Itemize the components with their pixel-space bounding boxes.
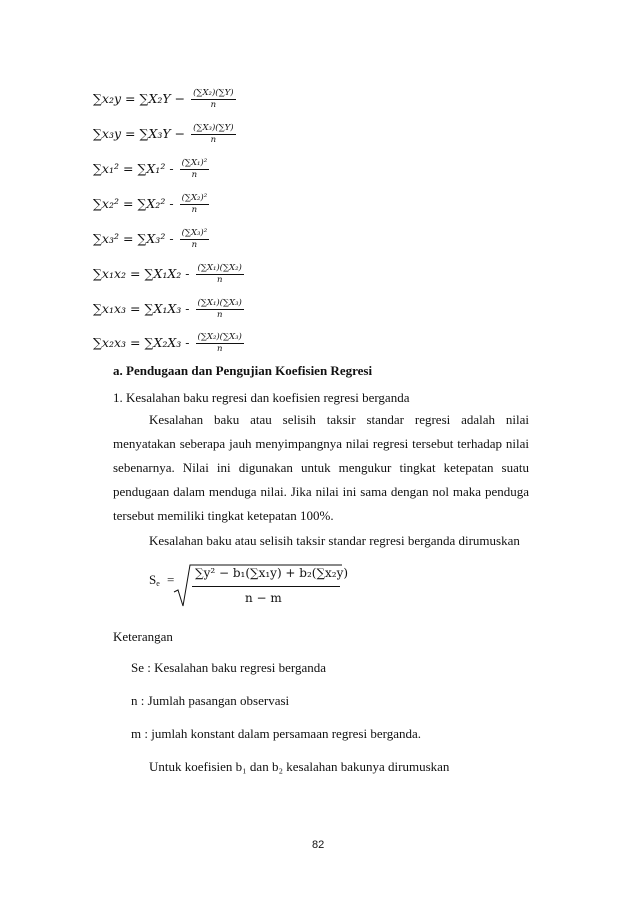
formula-operator: − (174, 91, 186, 106)
se-fraction-bar (192, 586, 340, 587)
paragraph-3: Untuk koefisien b₁ dan b₂ kesalahan bakunya dirumuskan (149, 759, 450, 774)
keterangan-title: Keterangan (113, 629, 173, 644)
formula-numerator: (∑X₂)(∑Y) (193, 88, 234, 98)
formula-operator: - (185, 266, 190, 281)
formula-rhs: ∑X₁² (137, 161, 166, 176)
formula-operator: - (169, 196, 174, 211)
formula-lhs: ∑x₁x₃ (93, 301, 127, 316)
formula-numerator: (∑X₂)² (181, 193, 208, 203)
page-number: 82 (312, 839, 325, 851)
se-equals: = (167, 572, 175, 587)
formula-equals: = (123, 161, 134, 176)
formula-numerator: (∑X₂)(∑X₃) (197, 332, 242, 342)
formula-equals: = (123, 231, 134, 246)
formula-denominator: n (191, 240, 198, 250)
formula-fraction (191, 88, 235, 111)
formula-rhs: ∑X₂X₃ (144, 335, 182, 350)
formula-denominator: n (216, 344, 223, 354)
formula-row (93, 263, 246, 286)
formula-rhs: ∑X₁X₂ (144, 266, 182, 281)
se-subscript: e (156, 579, 160, 588)
keterangan-item-n: n : Jumlah pasangan observasi (131, 693, 290, 708)
formula-numerator: (∑X₁)(∑X₃) (197, 298, 242, 308)
formula-denominator: n (191, 170, 198, 180)
section-heading: a. Pendugaan dan Pengujian Koefisien Regresi (113, 363, 373, 378)
formula-lhs: ∑x₁x₂ (93, 266, 127, 281)
formula-rhs: ∑X₁X₃ (144, 301, 182, 316)
formula-operator: - (185, 301, 190, 316)
formula-equals: = (130, 266, 141, 281)
formula-equals: = (125, 126, 136, 141)
se-symbol: S (149, 572, 157, 587)
formula-denominator: n (216, 310, 223, 320)
formula-rhs: ∑X₂Y (139, 91, 171, 106)
paragraph-1: Kesalahan baku atau selisih taksir standar regresi adalah nilai menyatakan seberapa jauh menyimpangnya nilai regresi tersebut terhadap nilai sebenarnya. Nilai ini digunakan untuk mengukur tingkat ketepatan suatu pendugaan dalam menduga nilai. Jika nilai ini sama dengan nol maka penduga tersebut memiliki tingkat ketepatan 100%. (113, 412, 529, 523)
se-numerator: ∑y² − b₁(∑x₁y) + b₂(∑x₂y) (195, 566, 349, 580)
formula-row (93, 123, 238, 146)
formula-row (93, 193, 211, 216)
formula-equals: = (123, 196, 134, 211)
se-denominator: n − m (245, 591, 282, 605)
formula-operator: - (169, 161, 174, 176)
formula-fraction (180, 193, 210, 216)
formula-numerator: (∑X₃)² (181, 228, 208, 238)
formula-fraction (196, 263, 244, 286)
formula-lhs: ∑x₃² (93, 231, 119, 246)
formula-row (93, 332, 246, 355)
formula-denominator: n (210, 100, 217, 110)
keterangan-item-se: Se : Kesalahan baku regresi berganda (131, 660, 327, 675)
formula-denominator: n (210, 135, 217, 145)
formula-rhs: ∑X₃Y (139, 126, 171, 141)
formula-equals: = (130, 301, 141, 316)
formula-numerator: (∑X₃)(∑Y) (193, 123, 234, 133)
formula-lhs: ∑x₂x₃ (93, 335, 127, 350)
paragraph-2: Kesalahan baku atau selisih taksir standar regresi berganda dirumuskan (149, 533, 520, 548)
formula-fraction (196, 332, 244, 355)
formula-fraction (191, 123, 235, 146)
formula-fraction (196, 298, 244, 321)
formula-numerator: (∑X₁)(∑X₂) (197, 263, 242, 273)
formula-rhs: ∑X₂² (137, 196, 166, 211)
formula-row (93, 158, 211, 181)
formula-denominator: n (191, 205, 198, 215)
formula-row (93, 88, 238, 111)
formula-row (93, 228, 211, 251)
formula-operator: - (185, 335, 190, 350)
formula-fraction (180, 158, 210, 181)
formula-fraction (180, 228, 210, 251)
formula-equals: = (130, 335, 141, 350)
item-1-title: 1. Kesalahan baku regresi dan koefisien regresi berganda (113, 390, 410, 405)
formula-denominator: n (216, 275, 223, 285)
formula-lhs: ∑x₂y (93, 91, 122, 106)
formula-operator: - (169, 231, 174, 246)
formula-operator: − (174, 126, 186, 141)
formula-numerator: (∑X₁)² (181, 158, 208, 168)
formula-row (93, 298, 246, 321)
se-label (149, 572, 174, 588)
formula-lhs: ∑x₁² (93, 161, 119, 176)
formula-lhs: ∑x₂² (93, 196, 119, 211)
formula-rhs: ∑X₃² (137, 231, 166, 246)
formula-lhs: ∑x₃y (93, 126, 122, 141)
formula-equals: = (125, 91, 136, 106)
keterangan-item-m: m : jumlah konstant dalam persamaan regresi berganda. (131, 726, 421, 741)
